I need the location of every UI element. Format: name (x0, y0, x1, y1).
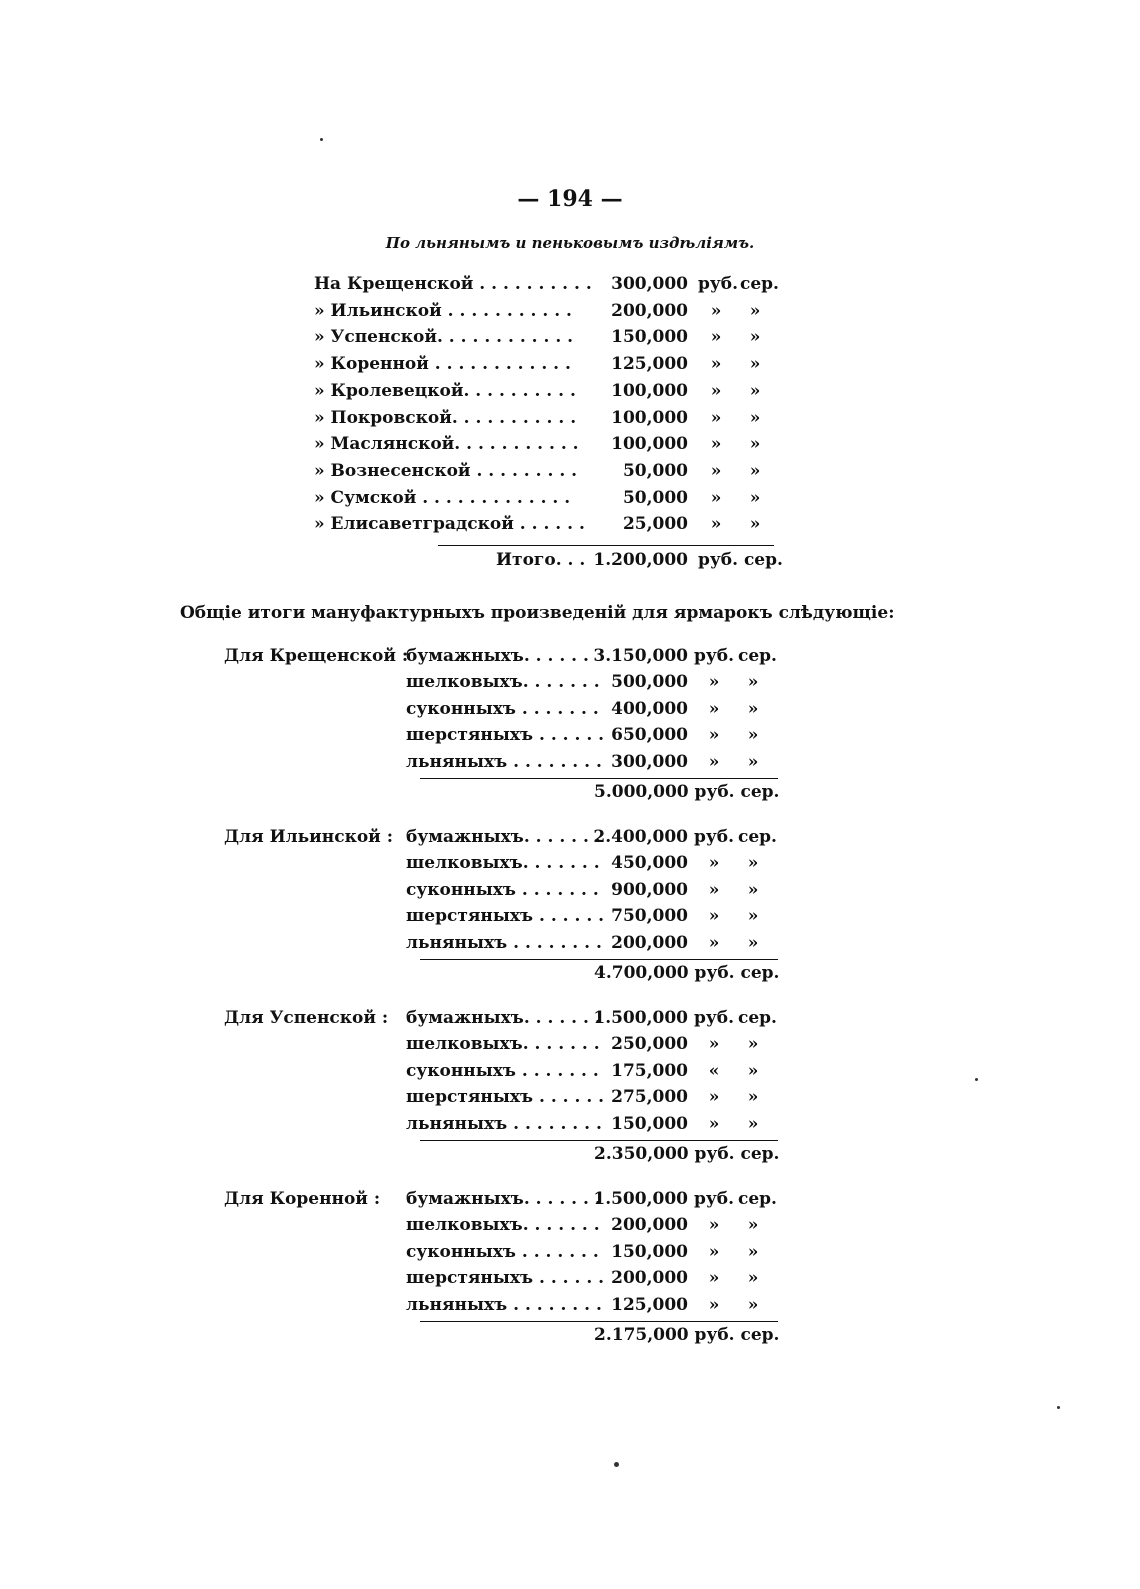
scan-speck (1057, 1406, 1060, 1409)
amount: 100,000 (611, 380, 688, 401)
amount: 150,000 (611, 1241, 688, 1262)
fair-row (406, 853, 786, 879)
unit-rub: » (708, 751, 720, 772)
amount: 50,000 (622, 487, 688, 508)
amount: 125,000 (611, 354, 688, 375)
unit-rub: » (708, 698, 720, 719)
fair-row (406, 1268, 786, 1294)
amount: 25,000 (622, 514, 688, 535)
item-name: суконныхъ . . . . . . . (406, 1060, 599, 1081)
fair-label: Для Успенской : (224, 1008, 389, 1028)
item-name: шерстяныхъ . . . . . . (406, 1087, 605, 1108)
item-name: льняныхъ . . . . . . . . (406, 751, 602, 772)
amount: 100,000 (611, 407, 688, 428)
amount: 150,000 (611, 327, 688, 348)
fair-name: » Елисаветградской . . . . . . (314, 514, 585, 535)
unit-ser: » (747, 1215, 759, 1236)
total-amount: 1.200,000 (593, 550, 688, 570)
item-name: бумажныхъ. . . . . . . (406, 827, 601, 847)
item-name: суконныхъ . . . . . . . (406, 879, 599, 900)
amount: 275,000 (611, 1087, 688, 1108)
item-name: шелковыхъ. . . . . . . (406, 1034, 600, 1055)
unit-rub: руб. (694, 827, 735, 847)
amount: 650,000 (611, 725, 688, 746)
amount: 50,000 (622, 460, 688, 481)
fair-name: » Вознесенской . . . . . . . . . (314, 460, 578, 481)
unit-rub: » (708, 1268, 720, 1289)
total-unit: руб. сер. (698, 550, 783, 570)
unit-rub: » (708, 1294, 720, 1315)
unit-ser: сер. (738, 1008, 777, 1028)
fair-name: » Кролевецкой. . . . . . . . . . (314, 380, 576, 401)
unit-ser: » (747, 932, 759, 953)
scan-speck (320, 138, 323, 141)
unit-ser: сер. (738, 827, 777, 847)
unit-ser: » (749, 354, 761, 375)
amount: 3.150,000 (593, 646, 688, 666)
unit-ser: » (749, 327, 761, 348)
unit-rub: » (708, 672, 720, 693)
fair-row (406, 646, 786, 672)
item-name: шерстяныхъ . . . . . . (406, 1268, 605, 1289)
amount: 300,000 (611, 274, 688, 294)
unit-ser: сер. (738, 1189, 777, 1209)
linen-row (314, 488, 784, 514)
unit-rub: руб. (694, 646, 735, 666)
amount: 1.500,000 (593, 1189, 688, 1209)
fair-name: » Успенской. . . . . . . . . . . . (314, 327, 574, 348)
unit-ser: » (747, 725, 759, 746)
item-name: шелковыхъ. . . . . . . (406, 1215, 600, 1236)
unit-rub: » (710, 407, 722, 428)
total-rule (438, 545, 774, 546)
item-name: шелковыхъ. . . . . . . (406, 672, 600, 693)
item-name: суконныхъ . . . . . . . (406, 1241, 599, 1262)
amount: 200,000 (611, 1215, 688, 1236)
fair-name: » Покровской. . . . . . . . . . . (314, 407, 577, 428)
amount: 400,000 (611, 698, 688, 719)
fair-total: 4.700,000 руб. сер. (594, 963, 780, 983)
unit-rub: » (708, 725, 720, 746)
linen-row (314, 354, 784, 380)
linen-row (314, 274, 784, 300)
fair-name: На Крещенской . . . . . . . . . . (314, 274, 592, 294)
unit-rub: » (708, 879, 720, 900)
unit-ser: » (747, 672, 759, 693)
item-name: суконныхъ . . . . . . . (406, 698, 599, 719)
unit-ser: » (747, 1034, 759, 1055)
item-name: льняныхъ . . . . . . . . (406, 1294, 602, 1315)
item-name: шерстяныхъ . . . . . . (406, 725, 605, 746)
item-name: бумажныхъ. . . . . . (406, 646, 589, 666)
unit-rub: » (708, 1215, 720, 1236)
total-rule (420, 959, 778, 960)
fair-row (406, 1242, 786, 1268)
amount: 100,000 (611, 434, 688, 455)
unit-rub: » (708, 932, 720, 953)
fair-row (406, 672, 786, 698)
unit-rub: » (710, 300, 722, 321)
fair-row (406, 725, 786, 751)
unit-rub: » (708, 906, 720, 927)
unit-rub: руб. (698, 274, 739, 294)
unit-rub: » (710, 434, 722, 455)
scan-speck (614, 1462, 619, 1467)
unit-ser: » (747, 853, 759, 874)
unit-ser: » (747, 1087, 759, 1108)
unit-ser: » (749, 407, 761, 428)
item-name: льняныхъ . . . . . . . . (406, 1113, 602, 1134)
fair-row (406, 827, 786, 853)
item-name: шерстяныхъ . . . . . . (406, 906, 605, 927)
amount: 500,000 (611, 672, 688, 693)
fair-name: » Ильинской . . . . . . . . . . . (314, 300, 572, 321)
unit-ser: » (749, 460, 761, 481)
amount: 1.500,000 (593, 1008, 688, 1028)
amount: 125,000 (611, 1294, 688, 1315)
unit-rub: » (708, 1034, 720, 1055)
unit-ser: » (747, 906, 759, 927)
unit-rub: » (710, 514, 722, 535)
fair-row (406, 1008, 786, 1034)
linen-row (314, 301, 784, 327)
unit-rub: » (708, 1113, 720, 1134)
fair-row (406, 1034, 786, 1060)
item-name: шелковыхъ. . . . . . . (406, 853, 600, 874)
unit-rub: руб. (694, 1189, 735, 1209)
section-heading: Общіе итоги мануфактурныхъ произведеній для ярмарокъ слѣдующіе: (180, 603, 895, 623)
fair-row (406, 752, 786, 778)
unit-ser: » (749, 434, 761, 455)
unit-ser: сер. (740, 274, 779, 294)
amount: 200,000 (611, 932, 688, 953)
amount: 900,000 (611, 879, 688, 900)
unit-rub: руб. (694, 1008, 735, 1028)
amount: 200,000 (611, 300, 688, 321)
total-rule (420, 778, 778, 779)
fair-label: Для Коренной : (224, 1189, 381, 1209)
unit-rub: » (708, 1087, 720, 1108)
fair-row (406, 699, 786, 725)
amount: 750,000 (611, 906, 688, 927)
linen-subtitle: По льнянымъ и пеньковымъ издѣліямъ. (385, 234, 755, 252)
linen-row (314, 381, 784, 407)
unit-ser: » (747, 1268, 759, 1289)
unit-ser: » (749, 487, 761, 508)
fair-row (406, 933, 786, 959)
unit-rub: » (710, 380, 722, 401)
unit-ser: сер. (738, 646, 777, 666)
amount: 450,000 (611, 853, 688, 874)
unit-rub: » (708, 1241, 720, 1262)
fair-row (406, 906, 786, 932)
unit-ser: » (747, 1113, 759, 1134)
fair-total: 2.175,000 руб. сер. (594, 1325, 780, 1345)
linen-row (314, 461, 784, 487)
unit-rub: « (708, 1060, 720, 1081)
unit-ser: » (747, 879, 759, 900)
fair-row (406, 1295, 786, 1321)
unit-rub: » (710, 327, 722, 348)
unit-ser: » (747, 1294, 759, 1315)
total-rule (420, 1321, 778, 1322)
linen-row (314, 408, 784, 434)
linen-row (314, 327, 784, 353)
fair-row (406, 1061, 786, 1087)
unit-rub: » (710, 487, 722, 508)
amount: 300,000 (611, 751, 688, 772)
fair-label: Для Крещенской : (224, 646, 409, 666)
fair-row (406, 1087, 786, 1113)
amount: 200,000 (611, 1268, 688, 1289)
linen-row (314, 514, 784, 540)
total-rule (420, 1140, 778, 1141)
fair-label: Для Ильинской : (224, 827, 393, 847)
total-label: Итого. . . (496, 550, 586, 570)
item-name: бумажныхъ. . . . . . . (406, 1008, 601, 1028)
amount: 2.400,000 (593, 827, 688, 847)
unit-ser: » (749, 380, 761, 401)
fair-total: 5.000,000 руб. сер. (594, 782, 780, 802)
linen-total-row (314, 550, 784, 576)
fair-name: » Сумской . . . . . . . . . . . . . (314, 487, 571, 508)
fair-row (406, 1189, 786, 1215)
fair-row (406, 1215, 786, 1241)
fair-row (406, 880, 786, 906)
unit-rub: » (710, 354, 722, 375)
unit-ser: » (749, 300, 761, 321)
amount: 150,000 (611, 1113, 688, 1134)
unit-ser: » (747, 1060, 759, 1081)
scan-speck (975, 1078, 978, 1081)
unit-rub: » (710, 460, 722, 481)
fair-total: 2.350,000 руб. сер. (594, 1144, 780, 1164)
fair-name: » Коренной . . . . . . . . . . . . (314, 354, 571, 375)
item-name: льняныхъ . . . . . . . . (406, 932, 602, 953)
unit-rub: » (708, 853, 720, 874)
unit-ser: » (749, 514, 761, 535)
unit-ser: » (747, 1241, 759, 1262)
unit-ser: » (747, 698, 759, 719)
amount: 175,000 (611, 1060, 688, 1081)
unit-ser: » (747, 751, 759, 772)
fair-name: » Маслянской. . . . . . . . . . . (314, 434, 579, 455)
page-number: — 194 — (517, 186, 623, 212)
fair-row (406, 1114, 786, 1140)
linen-row (314, 434, 784, 460)
amount: 250,000 (611, 1034, 688, 1055)
item-name: бумажныхъ. . . . . . . (406, 1189, 601, 1209)
